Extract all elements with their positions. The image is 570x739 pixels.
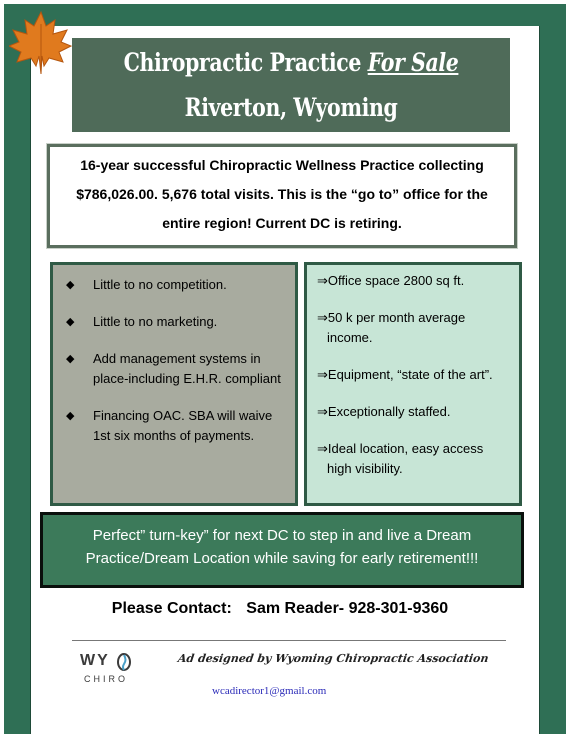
page-title: Chiropractic Practice For Sale xyxy=(123,48,459,77)
list-item: ◆ Add management systems in place-including E.H.R. compliant xyxy=(66,351,281,386)
divider xyxy=(72,640,506,641)
list-item: ◆ Financing OAC. SBA will waive 1st six months of payments. xyxy=(66,408,273,443)
diamond-bullet-icon: ◆ xyxy=(66,316,75,328)
location-title: Riverton, Wyoming xyxy=(184,93,398,122)
list-item: ⇒50 k per month average income. xyxy=(317,310,466,345)
list-item: ◆ Little to no competition. xyxy=(63,275,287,295)
maple-leaf-icon xyxy=(9,10,73,76)
list-item: ⇒Office space 2800 sq ft. xyxy=(317,273,465,288)
list-item: ⇒Ideal location, easy access high visibility. xyxy=(317,441,484,476)
features-right-panel xyxy=(304,262,522,506)
ad-credit: Ad designed by Wyoming Chiropractic Association xyxy=(177,652,490,665)
for-sale-emphasis: For Sale xyxy=(367,48,459,77)
contact-line xyxy=(0,600,570,618)
spine-o-icon xyxy=(116,652,132,672)
diamond-bullet-icon: ◆ xyxy=(66,279,75,291)
email-link[interactable]: wcadirector1@gmail.com xyxy=(212,685,327,697)
diamond-bullet-icon: ◆ xyxy=(66,410,75,422)
features-left-panel xyxy=(50,262,298,506)
wyo-chiro-logo: WY CHIRO xyxy=(80,652,140,688)
intro-text: 16-year successful Chiropractic Wellness Practice collecting $786,026.00. 5,676 total visits. This is the “go to” office for the entire region! Current DC is retiring. xyxy=(47,144,517,248)
contact-value: Sam Reader- 928-301-9360 xyxy=(246,600,449,617)
title-banner xyxy=(72,38,510,132)
diamond-bullet-icon: ◆ xyxy=(66,353,75,365)
contact-label: Please Contact: xyxy=(111,600,232,617)
list-item: ⇒Exceptionally staffed. xyxy=(317,404,451,419)
list-item: ⇒Equipment, “state of the art”. xyxy=(317,367,493,382)
call-to-action: Perfect” turn-key” for next DC to step in and live a Dream Practice/Dream Location while saving for early retirement!!! xyxy=(40,512,524,588)
list-item: ◆ Little to no marketing. xyxy=(63,312,287,332)
